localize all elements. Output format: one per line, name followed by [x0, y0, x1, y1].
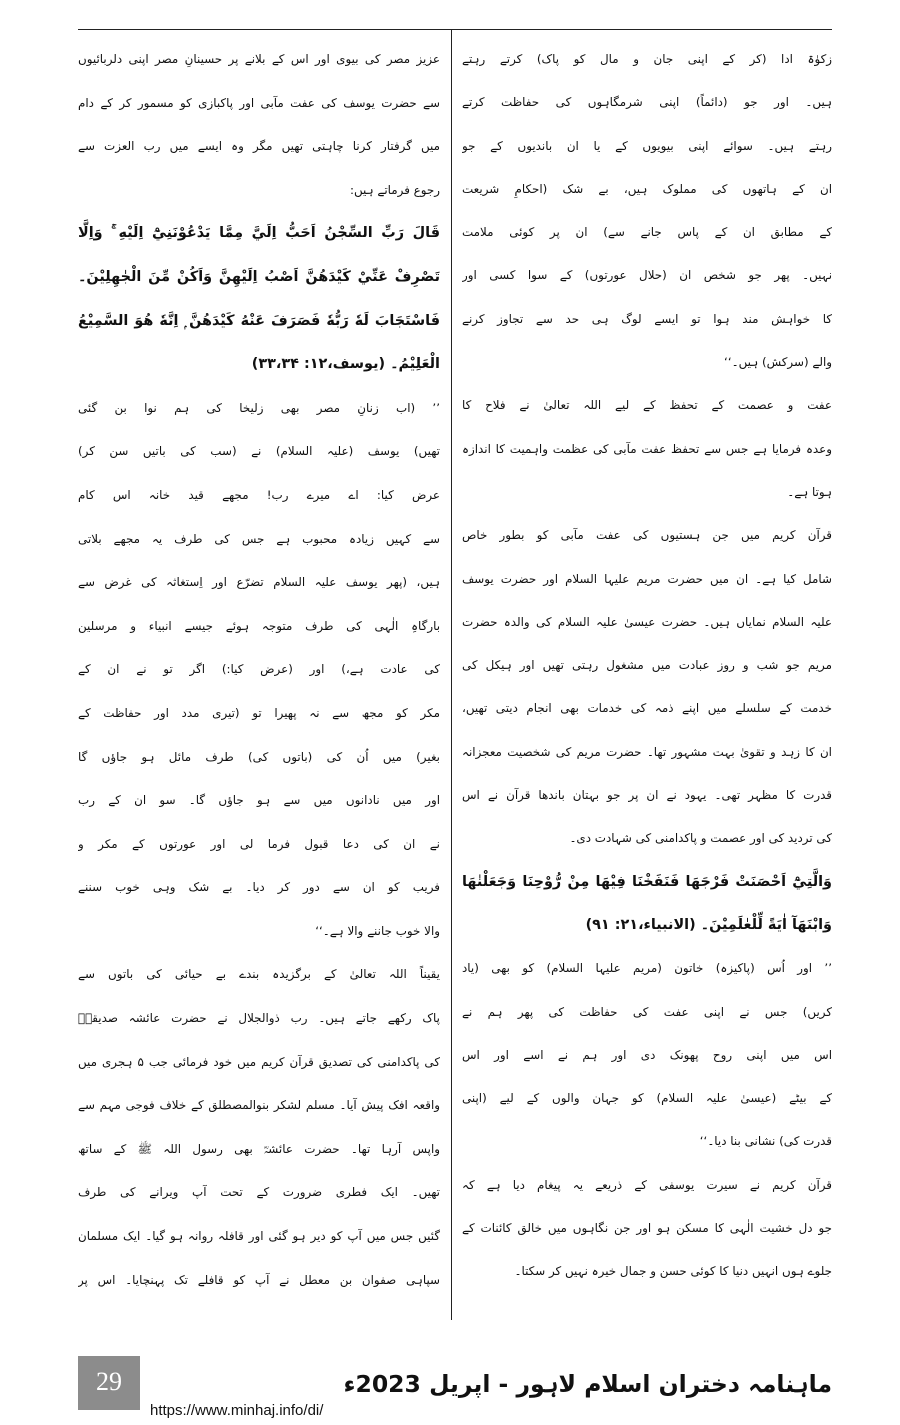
body-text-line: ہیں۔ اور جو (دائماً) اپنی شرمگاہوں کی حفاظت کرتے	[462, 95, 832, 110]
body-text-line: عفت و عصمت کے تحفظ کے لیے اللہ تعالیٰ نے فلاح کا	[462, 398, 832, 413]
body-text-line: جو دل خشیت الٰہی کا مسکن ہو اور جن نگاہوں میں خالق کائنات کے	[462, 1221, 832, 1236]
body-text-line: اور میں نادانوں میں سے ہو جاؤں گا۔ سو ان کے رب	[78, 793, 440, 808]
paragraph	[78, 953, 440, 1302]
column-divider	[451, 30, 452, 1320]
paragraph	[462, 384, 832, 514]
quran-verse-line: قَالَ رَبِّ السِّجْنُ اَحَبُّ اِلَيَّ مِمَّا يَدْعُوْنَنِيْٓ اِلَيْهِ ۚ وَاِلَّا	[78, 225, 440, 242]
top-rule	[78, 29, 832, 30]
body-text-line: مریم جو شب و روز عبادت میں مشغول رہتی تھیں اور ہیکل کی	[462, 658, 832, 673]
page-number: 29	[96, 1367, 122, 1396]
body-text-line: یقیناً اللہ تعالیٰ کے برگزیدہ بندے بے حیائی کی باتوں سے	[78, 967, 440, 982]
body-text-line: کی پاکدامنی کی تصدیق قرآن کریم میں خود فرمائی جب ۵ ہجری میں	[78, 1054, 440, 1069]
paragraph	[462, 947, 832, 1163]
body-text-line: واپس آرہا تھا۔ حضرت عائشہؓ بھی رسول اللہ ﷺ کے ساتھ	[78, 1141, 440, 1156]
quran-verse-line: الْعَلِيْمُ۔ (یوسف،۱۲: ۳۳،۳۴)	[251, 356, 440, 373]
body-text-line: کریں) جس نے اپنی عفت کی حفاظت کی پھر ہم نے	[462, 1004, 832, 1019]
quran-verse-block	[78, 212, 440, 386]
paragraph	[462, 38, 832, 384]
body-text-line: شامل کیا ہے۔ ان میں حضرت مریم علیہا السلام اور حضرت یوسف	[462, 571, 832, 586]
body-text-line: قرآن کریم نے سیرت یوسفی کے ذریعے یہ پیغام دیا ہے کہ	[462, 1177, 832, 1192]
quran-verse-line: تَصْرِفْ عَنِّيْ كَيْدَهُنَّ اَصْبُ اِلَيْهِنَّ وَاَكُنْ مِّنَ الْجٰهِلِيْنَ۔	[78, 268, 440, 285]
body-text-line: کے مطابق ان کے پاس جانے سے) ان پر کوئی ملامت	[462, 225, 832, 240]
body-text-line: رہتے ہیں۔ سوائے اپنی بیویوں کے یا ان باندیوں کے جو	[462, 138, 832, 153]
body-text-line: میں گرفتار کرنا چاہتی تھیں مگر وہ ایسے میں رب العزت سے	[78, 139, 440, 154]
body-text-line: اس میں اپنی روح پھونک دی اور ہم نے اسے اور اس	[462, 1047, 832, 1062]
body-text-line: رجوع فرماتے ہیں:	[349, 182, 440, 197]
quran-verse-line: وَابْنَهَآ اٰيَةً لِّلْعٰلَمِيْنَ۔ (الانبیاء،۲۱: ۹۱)	[585, 916, 832, 933]
body-text-line: نہیں۔ پھر جو شخص ان (حلال عورتوں) کے سوا کسی اور	[462, 268, 832, 283]
magazine-footer-title: ماہنامہ دختران اسلام لاہور - اپریل 2023ء	[343, 1370, 832, 1398]
body-text-line: بغیر) میں اُن کی (باتوں کی) طرف مائل ہو جاؤں گا	[78, 749, 440, 764]
paragraph	[462, 1164, 832, 1294]
body-text-line: والے (سرکش) ہیں۔‘‘	[724, 355, 832, 370]
body-text-line: وعدہ فرمایا ہے جس سے تحفظ عفت مآبی کی عظمت واہمیت کا اندازہ	[462, 441, 832, 456]
body-text-line: عزیز مصر کی بیوی اور اس کے بلانے پر حسینانِ مصر اپنی دلربائیوں	[78, 52, 440, 66]
body-text-line: ہیں، (پھر یوسف علیہ السلام تضرّع اور اِستغاثہ کی غرض سے	[78, 575, 440, 590]
body-text-line: عرض کیا: اے میرے رب! مجھے قید خانہ اس کام	[78, 487, 440, 502]
body-text-line: قدرت کی) نشانی بنا دیا۔‘‘	[699, 1134, 832, 1149]
body-text-line: نے ان کی دعا قبول فرما لی اور عورتوں کے مکر و	[78, 836, 440, 851]
body-text-line: والا خوب جاننے والا ہے۔‘‘	[315, 923, 440, 938]
body-text-line: مکر کو مجھ سے نہ پھیرا تو (تیری مدد اور حفاظت کے	[78, 705, 440, 720]
body-text-line: گئیں جس میں آپ کو دیر ہو گئی اور قافلہ روانہ ہو گیا۔ ایک مسلمان	[78, 1229, 440, 1244]
paragraph	[78, 387, 440, 954]
body-text-line: سے کہیں زیادہ محبوب ہے جس کی طرف یہ مجھے بلاتی	[78, 531, 440, 546]
body-text-line: قدرت کا مظہر تھی۔ یہود نے ان پر جو بہتان باندھا قرآن نے اس	[462, 788, 832, 803]
body-text-line: سپاہی صفوان بن معطل نے آپ کو قافلے تک پہنچایا۔ اس پر	[78, 1272, 440, 1287]
body-text-line: خدمت کے سلسلے میں اپنے ذمہ کی خدمات بھی انجام دیتی تھیں،	[462, 701, 832, 716]
right-column	[462, 38, 832, 1294]
body-text-line: سے حضرت یوسف کی عفت مآبی اور پاکبازی کو مسمور کر کے دام	[78, 95, 440, 110]
quran-verse-line: وَالَّتِيْٓ اَحْصَنَتْ فَرْجَهَا فَنَفَخْنَا فِيْهَا مِنْ رُّوْحِنَا وَجَعَلْنٰهَا	[462, 873, 832, 890]
quran-verse-block	[462, 861, 832, 948]
left-column	[78, 38, 440, 1302]
quran-verse-line: فَاسْتَجَابَ لَهٗ رَبُّهٗ فَصَرَفَ عَنْهُ كَيْدَهُنَّ ۭ اِنَّهٗ هُوَ السَّمِيْعُ	[78, 312, 440, 329]
paragraph	[462, 514, 832, 860]
body-text-line: فریب کو ان سے دور کر دیا۔ بے شک وہی خوب سننے	[78, 880, 440, 895]
body-text-line: بارگاہِ الٰہی کی طرف متوجہ ہوئے جیسے انبیاء و مرسلین	[78, 618, 440, 633]
body-text-line: ان کا زہد و تقویٰ بہت مشہور تھا۔ حضرت مریم کی شخصیت معجزانہ	[462, 744, 832, 759]
paragraph	[78, 38, 440, 212]
body-text-line: تھیں۔ ایک فطری ضرورت کے تحت آپ ویرانے کی طرف	[78, 1185, 440, 1200]
body-text-line: زکوٰۃ ادا (کر کے اپنی جان و مال کو پاک) کرتے رہتے	[462, 52, 832, 66]
body-text-line: ’’ (اب زنانِ مصر بھی زلیخا کی ہم نوا بن گئی	[78, 400, 440, 415]
source-url: https://www.minhaj.info/di/	[150, 1402, 324, 1419]
body-text-line: واقعہ افک پیش آیا۔ مسلم لشکر بنوالمصطلق کے خلاف فوجی مہم سے	[78, 1098, 440, 1113]
body-text-line: ہوتا ہے۔	[787, 484, 832, 499]
body-text-line: کی تردید کی اور عصمت و پاکدامنی کی شہادت دی۔	[569, 831, 832, 846]
body-text-line: ’’ اور اُس (پاکیزہ) خاتون (مریم علیہا السلام) کو بھی (یاد	[462, 961, 832, 976]
body-text-line: علیہ السلام نمایاں ہیں۔ حضرت عیسیٰ علیہ السلام کی والدہ حضرت	[462, 614, 832, 629]
body-text-line: کی عادت ہے،) اور (عرض کیا:) اگر تو نے ان کے	[78, 662, 440, 677]
page-number-box	[78, 1356, 140, 1410]
body-text-line: پاک رکھے جاتے ہیں۔ رب ذوالجلال نے حضرت عائشہ صدیقہؓ	[78, 1011, 440, 1026]
body-text-line: کے بیٹے (عیسیٰ علیہ السلام) کو جہان والوں کے لیے (اپنی	[462, 1091, 832, 1106]
body-text-line: قرآن کریم میں جن ہستیوں کی عفت مآبی کو بطور خاص	[462, 528, 832, 543]
body-text-line: جلوے ہوں انہیں دنیا کا کوئی حسن و جمال خیرہ نہیں کر سکتا۔	[514, 1264, 832, 1279]
body-text-line: تھیں) یوسف (علیہ السلام) نے (سب کی باتیں سن کر)	[78, 444, 440, 459]
body-text-line: ان کے ہاتھوں کی مملوک ہیں، بے شک (احکامِ شریعت	[462, 181, 832, 196]
body-text-line: کا خواہش مند ہوا تو ایسے لوگ ہی حد سے تجاوز کرنے	[462, 311, 832, 326]
